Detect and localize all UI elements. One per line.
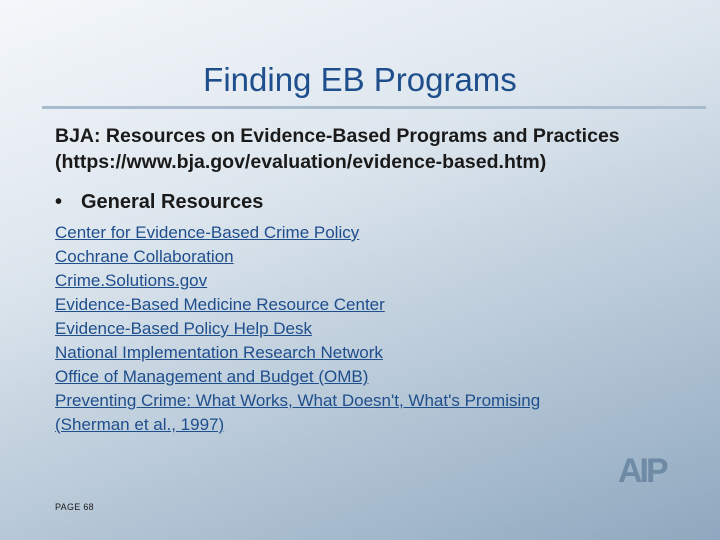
slide-body <box>55 123 655 437</box>
link-cochrane[interactable]: Cochrane Collaboration <box>55 247 234 266</box>
bullet-icon: • <box>55 191 63 213</box>
link-preventing-crime[interactable]: Preventing Crime: What Works, What Doesn't, What's Promising <box>55 391 541 410</box>
link-crime-solutions[interactable]: Crime.Solutions.gov <box>55 271 208 290</box>
bullet-item <box>55 189 655 215</box>
resource-links <box>55 221 655 437</box>
link-cebcp[interactable]: Center for Evidence-Based Crime Policy <box>55 223 360 242</box>
link-omb[interactable]: Office of Management and Budget (OMB) <box>55 367 369 386</box>
aip-logo-icon <box>618 448 682 490</box>
title-divider <box>42 106 706 109</box>
page-number: PAGE 68 <box>55 502 94 512</box>
link-ebp-help-desk[interactable]: Evidence-Based Policy Help Desk <box>55 319 313 338</box>
link-ebm-resource-center[interactable]: Evidence-Based Medicine Resource Center <box>55 295 385 314</box>
svg-text:AIP: AIP <box>618 452 666 490</box>
link-sherman-1997[interactable]: (Sherman et al., 1997) <box>55 415 225 434</box>
link-nirn[interactable]: National Implementation Research Network <box>55 343 383 362</box>
bullet-label: General Resources <box>81 191 264 213</box>
slide-title: Finding EB Programs <box>203 61 517 98</box>
intro-text: BJA: Resources on Evidence-Based Programs and Practices (https://www.bja.gov/evaluation/evidence-based.htm) <box>55 125 620 173</box>
